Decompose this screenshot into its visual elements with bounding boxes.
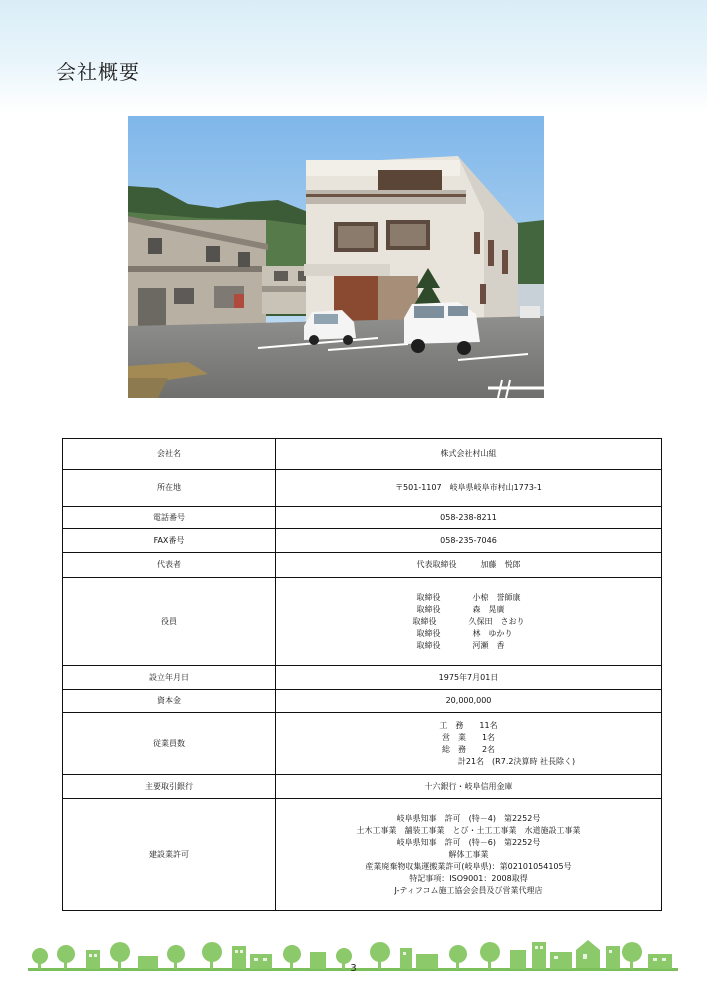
- value-line: 営 業 1名: [441, 732, 496, 742]
- row-value: [276, 799, 662, 911]
- row-label: 電話番号: [63, 507, 276, 529]
- row-label: 資本金: [63, 690, 276, 713]
- row-value: 20,000,000: [276, 690, 662, 713]
- table-row: [63, 529, 662, 553]
- row-value: [276, 713, 662, 775]
- company-building-photo: [128, 116, 544, 398]
- row-label: 代表者: [63, 553, 276, 578]
- table-row: [63, 713, 662, 775]
- value-line: 計21名 (R7.2決算時 社長除く): [361, 756, 576, 766]
- row-label: 従業員数: [63, 713, 276, 775]
- value-line: 取締役 河瀬 香: [416, 640, 521, 650]
- row-label: 設立年月日: [63, 666, 276, 690]
- row-label: 会社名: [63, 439, 276, 470]
- table-row: [63, 470, 662, 507]
- page-title: 会社概要: [56, 60, 140, 84]
- table-row: [63, 578, 662, 666]
- value-line: 取締役 小椋 誉師康: [416, 592, 521, 602]
- value-line: 取締役 森 晃廣: [416, 604, 521, 614]
- value-line: 工 務 11名: [439, 720, 498, 730]
- row-value: 〒501-1107 岐阜県岐阜市村山1773-1: [276, 470, 662, 507]
- table-row: [63, 666, 662, 690]
- row-label: 主要取引銀行: [63, 775, 276, 799]
- value-line: 解体工事業: [448, 849, 489, 859]
- row-value: 株式会社村山組: [276, 439, 662, 470]
- value-line: 土木工事業 舗装工事業 とび・土工工事業 水道施設工事業: [356, 825, 581, 835]
- value-line: 岐阜県知事 許可 (特－6) 第2252号: [396, 837, 541, 847]
- row-label: 役員: [63, 578, 276, 666]
- table-row: [63, 507, 662, 529]
- value-line: 産業廃棄物収集運搬業許可(岐阜県)：第02101054105号: [365, 861, 572, 871]
- value-line: 取締役 久保田 さおり: [412, 616, 525, 626]
- row-label: 建設業許可: [63, 799, 276, 911]
- table-row: [63, 553, 662, 578]
- row-label: 所在地: [63, 470, 276, 507]
- table-row: [63, 775, 662, 799]
- row-value: [276, 578, 662, 666]
- row-label: FAX番号: [63, 529, 276, 553]
- row-value: 058-238-8211: [276, 507, 662, 529]
- value-line: 総 務 2名: [441, 744, 496, 754]
- row-value: 1975年7月01日: [276, 666, 662, 690]
- table-row: [63, 439, 662, 470]
- row-value: 058-235-7046: [276, 529, 662, 553]
- company-info-table: [62, 438, 662, 911]
- value-line: 岐阜県知事 許可 (特－4) 第2252号: [396, 813, 541, 823]
- table-row: [63, 799, 662, 911]
- value-line: J-ティフコム施工協会会員及び営業代理店: [394, 885, 543, 895]
- value-line: 取締役 林 ゆかり: [416, 628, 521, 638]
- page-number: 3: [350, 963, 357, 974]
- table-row: [63, 690, 662, 713]
- row-value: 代表取締役 加藤 悦郎: [276, 553, 662, 578]
- row-value: 十六銀行・岐阜信用金庫: [276, 775, 662, 799]
- value-line: 特記事項：ISO9001：2008取得: [409, 873, 528, 883]
